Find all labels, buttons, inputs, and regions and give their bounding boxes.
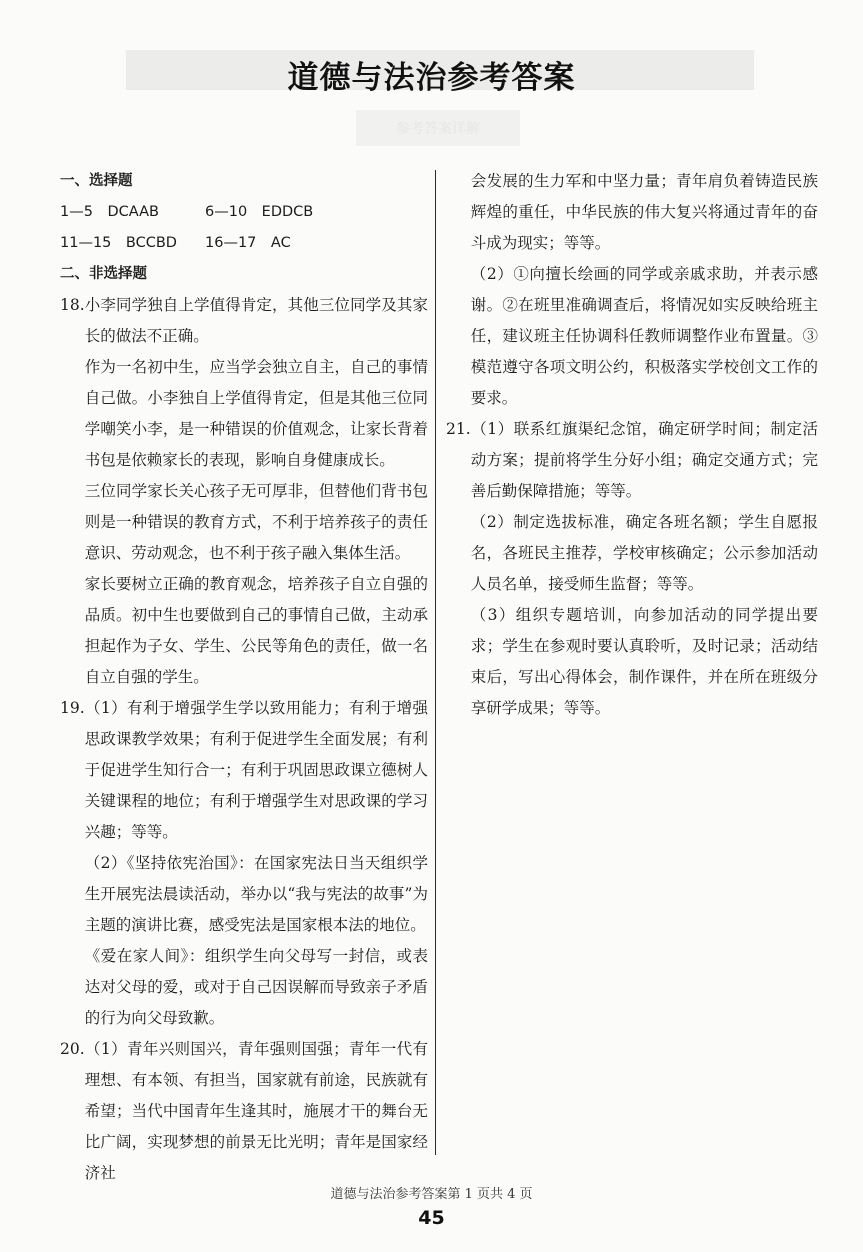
answer-20-cont: 会发展的生力军和中坚力量；青年肩负着铸造民族辉煌的重任，中华民族的伟大复兴将通过青年的奋斗成为现实；等等。 — [470, 172, 818, 252]
page-number: 45 — [418, 1207, 445, 1229]
answer-18-para: 家长要树立正确的教育观念，培养孩子自立自强的品质。初中生也要做到自己的事情自己做，主动承担起作为子女、学生、公民等角色的责任，做一名自立自强的学生。 — [84, 575, 428, 686]
answer-18: 18.小李同学独自上学值得肯定，其他三位同学及其家长的做法不正确。 — [60, 296, 428, 345]
footer-page-info: 道德与法治参考答案第 1 页共 4 页 — [330, 1187, 533, 1202]
answer-group: 11—15 BCCBD — [60, 235, 177, 251]
answer-19-para: （2）《坚持依宪治国》：在国家宪法日当天组织学生开展宪法晨读活动，举办以“我与宪法的故事”为主题的演讲比赛，感受宪法是国家根本法的地位。 — [84, 854, 428, 934]
answer-group: 16—17 AC — [205, 235, 291, 251]
answer-21: 21.（1）联系红旗渠纪念馆，确定研学时间；制定活动方案；提前将学生分好小组；确定交通方式；完善后勤保障措施；等等。 — [446, 420, 818, 500]
section-nonchoice-heading: 二、非选择题 — [60, 266, 147, 282]
answer-group: 1—5 DCAAB — [60, 204, 159, 220]
answer-19: 19.（1）有利于增强学生学以致用能力；有利于增强思政课教学效果；有利于促进学生全面发展；有利于促进学生知行合一；有利于巩固思政课立德树人关键课程的地位；有利于增强学生对思政课的学习兴趣；等等。 — [60, 699, 428, 841]
answer-20-para: （2）①向擅长绘画的同学或亲戚求助，并表示感谢。②在班里准确调查后，将情况如实反映给班主任，建议班主任协调科任教师调整作业布置量。③模范遵守各项文明公约，积极落实学校创文工作的要求。 — [470, 265, 818, 407]
answer-20: 20.（1）青年兴则国兴，青年强则国强；青年一代有理想、有本领、有担当，国家就有前途，民族就有希望；当代中国青年生逢其时，施展才干的舞台无比广阔，实现梦想的前景无比光明；青年是国家经济社 — [60, 1040, 428, 1182]
answer-21-para: （2）制定选拔标准，确定各班名额；学生自愿报名，各班民主推荐，学校审核确定；公示参加活动人员名单，接受师生监督；等等。 — [470, 513, 818, 593]
answer-21-para: （3）组织专题培训，向参加活动的同学提出要求；学生在参观时要认真聆听，及时记录；活动结束后，写出心得体会，制作课件，并在所在班级分享研学成果；等等。 — [470, 606, 818, 717]
answer-row — [60, 228, 428, 259]
answer-18-para: 作为一名初中生，应当学会独立自主，自己的事情自己做。小李独自上学值得肯定，但是其他三位同学嘲笑小李，是一种错误的价值观念，让家长背着书包是依赖家长的表现，影响自身健康成长。 — [84, 358, 428, 469]
answer-row — [60, 197, 428, 228]
section-choice-heading: 一、选择题 — [60, 173, 133, 189]
column-divider — [435, 170, 436, 1155]
answer-18-para: 三位同学家长关心孩子无可厚非，但替他们背书包则是一种错误的教育方式，不利于培养孩子的责任意识、劳动观念，也不利于孩子融入集体生活。 — [84, 482, 428, 562]
ghost-stamp-text: 参考答案详解 — [396, 121, 480, 137]
left-column — [60, 166, 428, 1189]
answer-19-para: 《爱在家人间》：组织学生向父母写一封信，或表达对父母的爱，或对于自己因误解而导致亲子矛盾的行为向父母致歉。 — [84, 947, 428, 1027]
answer-group: 6—10 EDDCB — [205, 204, 314, 220]
right-column — [446, 166, 818, 724]
page-title: 道德与法治参考答案 — [287, 60, 576, 96]
